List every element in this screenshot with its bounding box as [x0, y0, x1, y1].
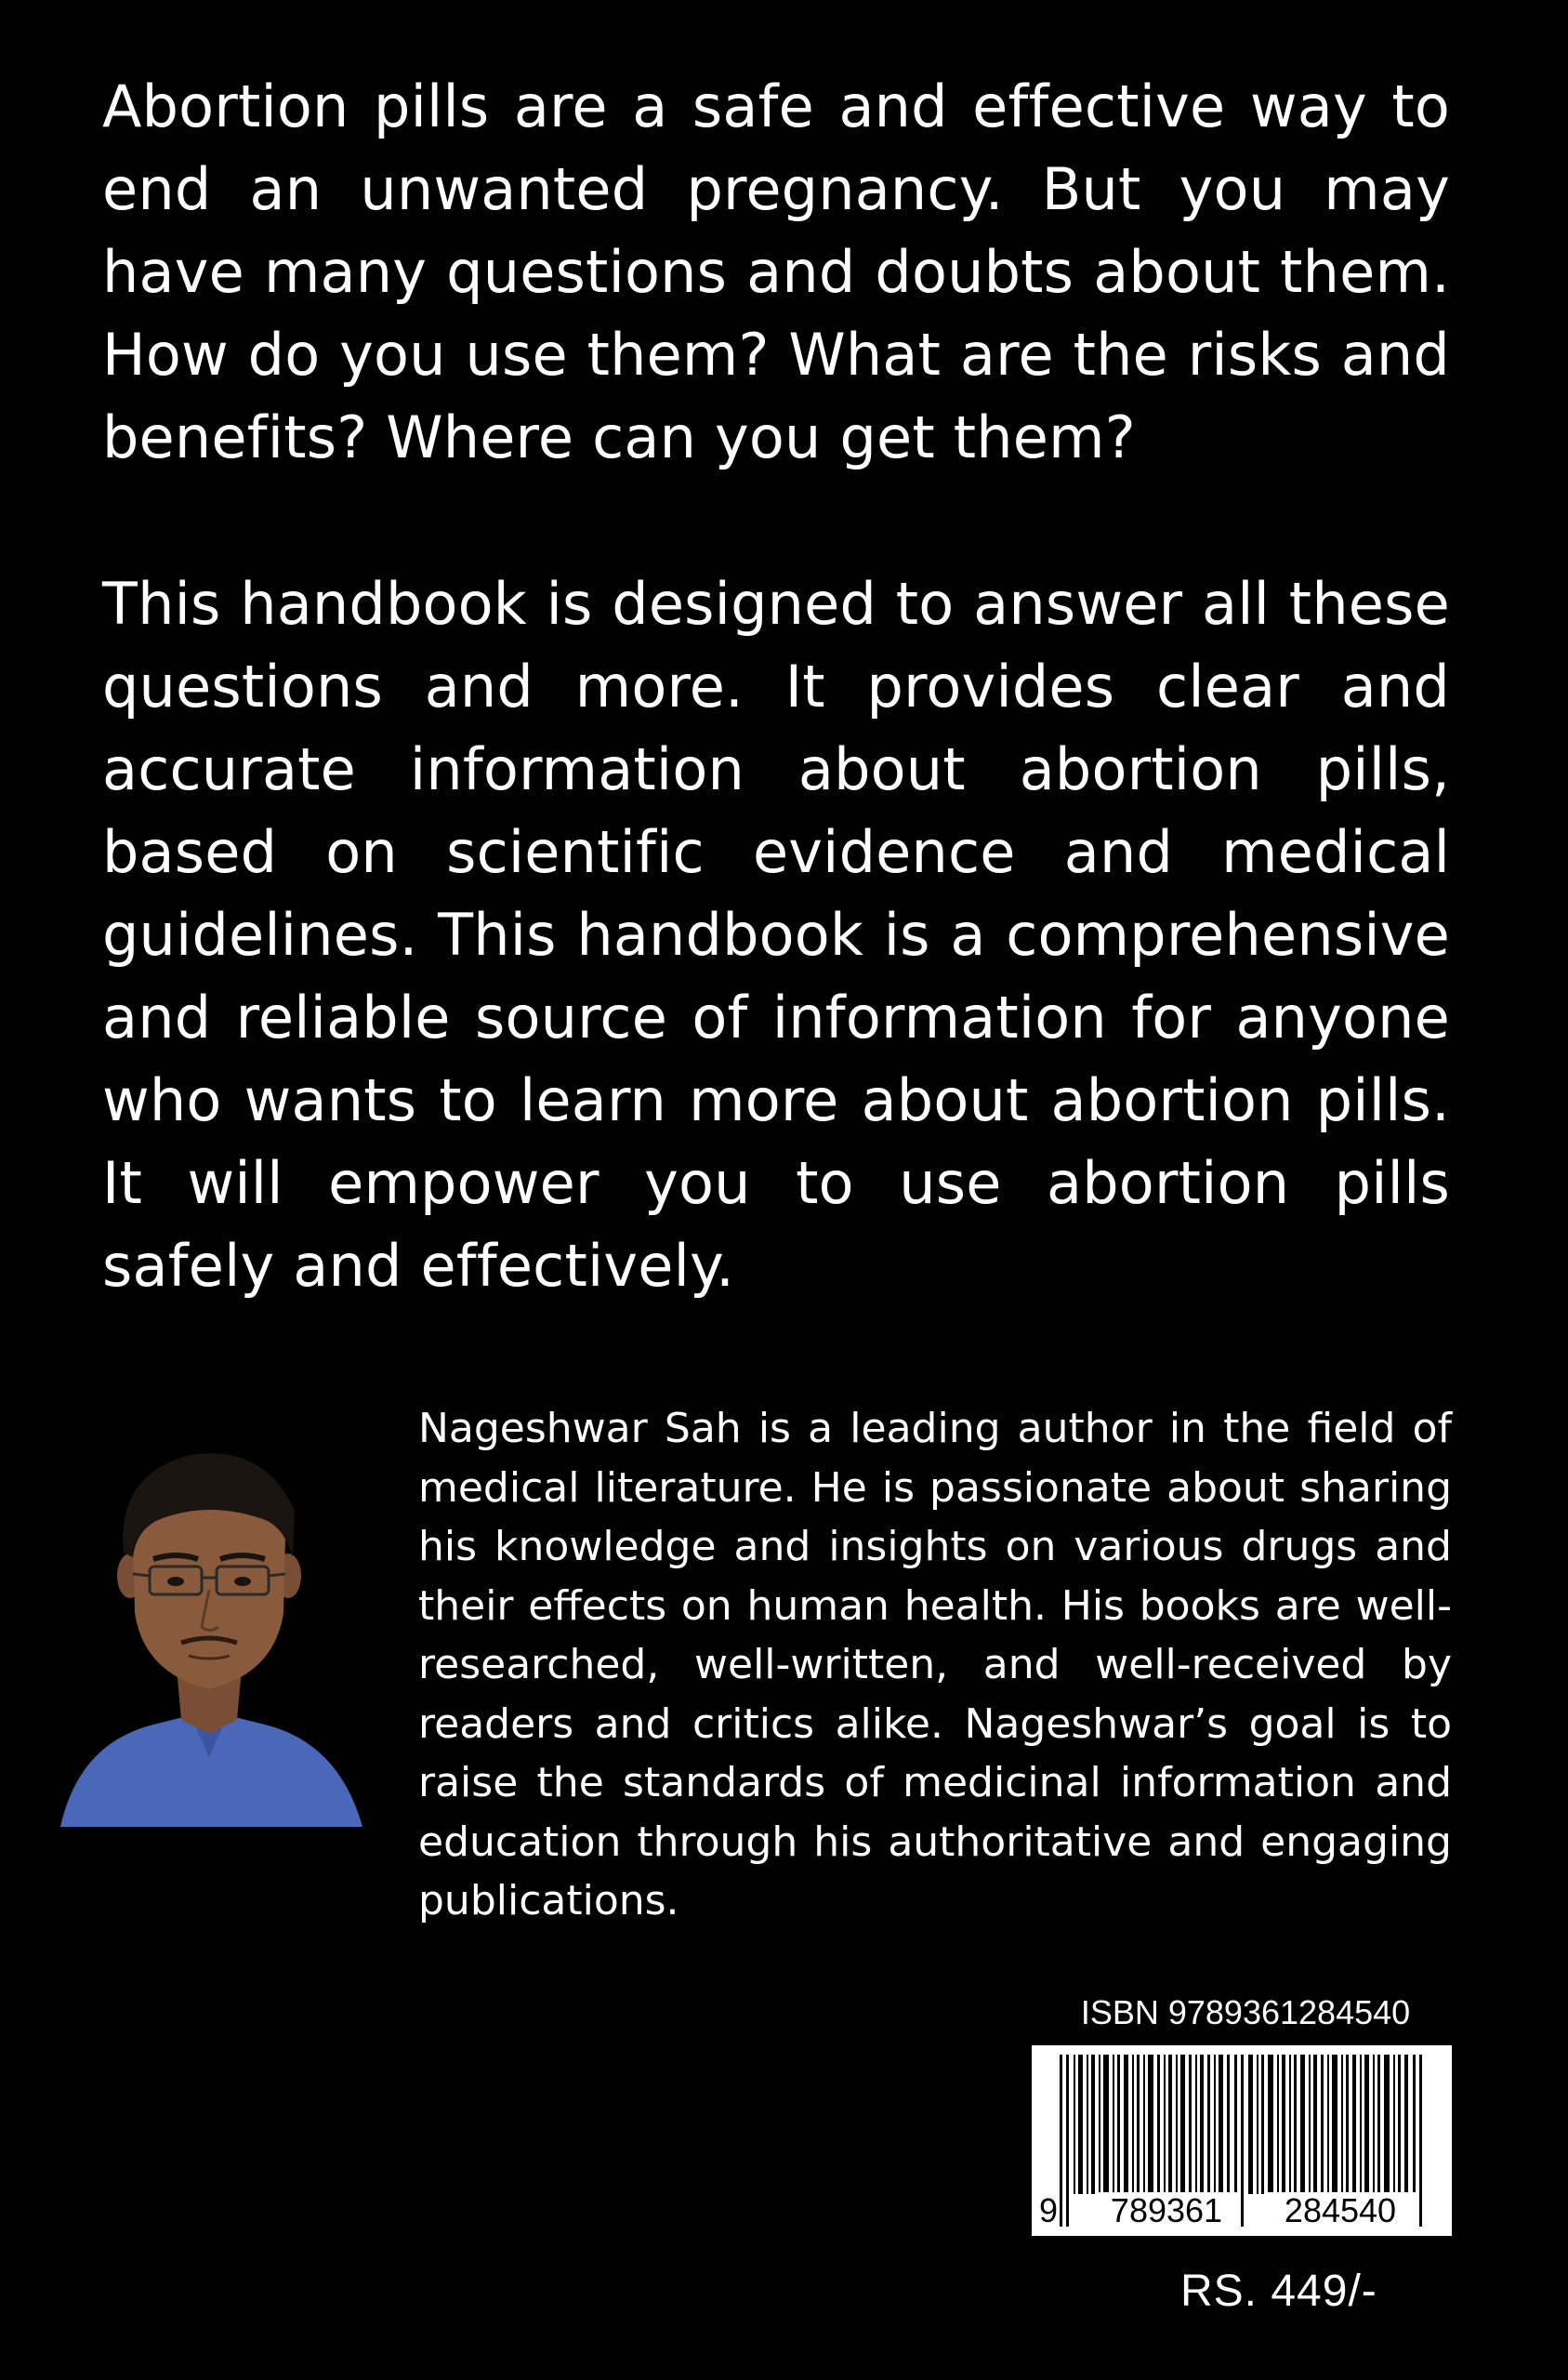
barcode-lead-digit: 9 — [1039, 2191, 1059, 2229]
description-paragraph: This handbook is designed to answer all these questions and more. It provides clear and accurate information about abortion pills, based on scientific evidence and medical guidelines. This handbook is a comprehensive and reliable source of information for anyone who wants to learn more about abortion pills. It will empower you to use abortion pills safely and effectively. — [102, 570, 1450, 1300]
author-photo — [51, 1436, 367, 1864]
intro-paragraph: Abortion pills are a safe and effective way to end an unwanted pregnancy. But you may have many questions and doubts about them. How do you use them? What are the risks and benefits? Where can you get them? — [102, 73, 1450, 471]
barcode — [1032, 2045, 1452, 2236]
price-label: RS. 449/- — [1180, 2267, 1377, 2316]
isbn-label: ISBN 9789361284540 — [1080, 1993, 1411, 2031]
barcode-right-digits: 284540 — [1264, 2192, 1416, 2229]
author-bio: Nageshwar Sah is a leading author in the field of medical literature. He is passionate about sharing his knowledge and insights on various drugs and their effects on human health. His books are well-researched, well-written, and well-received by readers and critics alike. Nageshwar’s goal is to raise the standards of medicinal information and education through his authoritative and engaging publications. — [418, 1405, 1452, 1924]
barcode-left-digits: 789361 — [1095, 2192, 1238, 2229]
